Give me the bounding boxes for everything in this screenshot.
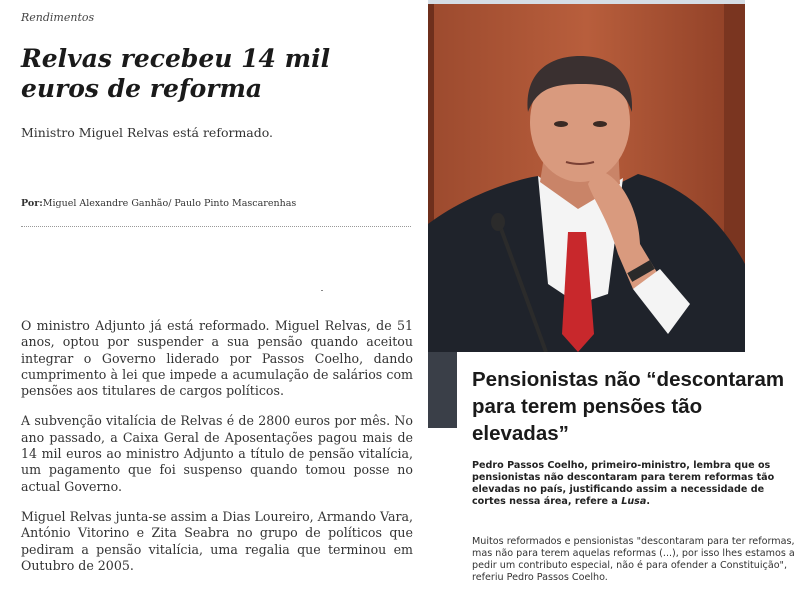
article-lead: Ministro Miguel Relvas está reformado. [21, 125, 274, 140]
sidebar-lead-source: Lusa [621, 496, 647, 507]
sidebar-title[interactable]: Pensionistas não “descontaram para terem pensões tão elevadas” [472, 368, 785, 445]
photo-edge [428, 352, 457, 428]
byline [21, 198, 296, 209]
article-body [21, 318, 413, 588]
sidebar-box [457, 352, 805, 612]
headline[interactable]: Relvas recebeu 14 mil euros de reforma [21, 44, 331, 103]
portrait-illustration [428, 4, 745, 352]
sidebar-body: Muitos reformados e pensionistas "descontaram para ter reformas, mas não para terem aquelas reformas (...), por isso lhes estamos a pedir um contributo especial, não é para ofender a Constituição", referiu Pedro Passos Coelho. [472, 536, 795, 583]
sidebar-lead [472, 460, 800, 508]
divider [21, 226, 411, 227]
paragraph: O ministro Adjunto já está reformado. Miguel Relvas, de 51 anos, optou por suspender a sua pensão quando aceitou integrar o Governo liderado por Passos Coelho, dando cumprimento à lei que impede a acumulação de salários com pensões aos titulares de cargos políticos. [21, 318, 413, 399]
microphone-head [491, 213, 505, 231]
paragraph: Miguel Relvas junta-se assim a Dias Loureiro, Armando Vara, António Vitorino e Zita Seabra no grupo de políticos que pediram a pensão vitalícia, uma regalia que terminou em Outubro de 2005. [21, 508, 413, 573]
divider-dot [321, 290, 323, 291]
sidebar-lead-text: Pedro Passos Coelho, primeiro-ministro, lembra que os pensionistas não descontaram para terem reformas tão elevadas no país, justificando assim a necessidade de cortes nessa área, refere a [472, 460, 775, 507]
byline-prefix: Por: [21, 198, 43, 209]
article-photo[interactable] [428, 0, 745, 356]
byline-authors[interactable]: Miguel Alexandre Ganhão/ Paulo Pinto Mascarenhas [42, 198, 297, 209]
section-label: Rendimentos [21, 11, 95, 24]
sidebar-lead-end: . [646, 496, 651, 507]
paragraph: A subvenção vitalícia de Relvas é de 2800 euros por mês. No ano passado, a Caixa Geral de Aposentações pagou mais de 14 mil euros ao ministro Adjunto a título de pensão vitalícia, um pagamento que foi suspenso quando tomou posse no actual Governo. [21, 413, 413, 494]
